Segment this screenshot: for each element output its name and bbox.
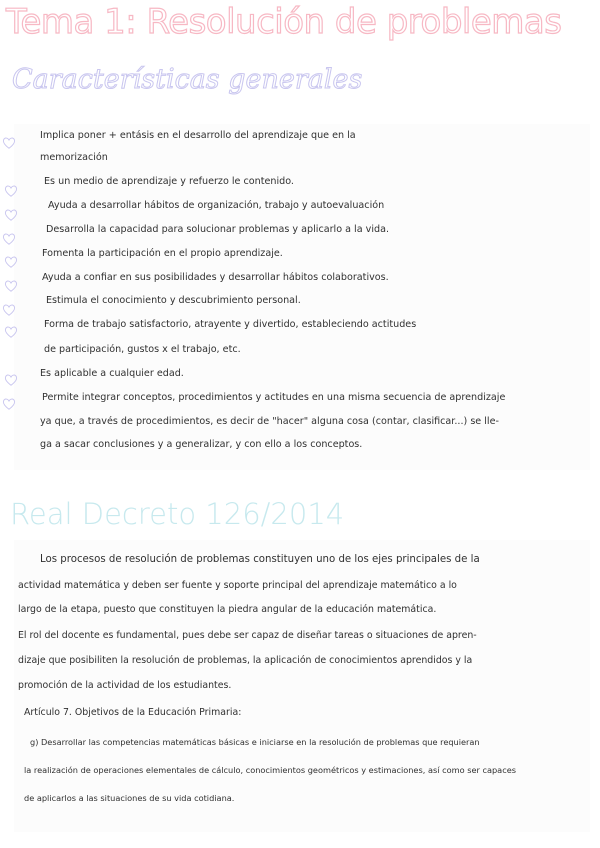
heart-bullet-icon [2, 303, 16, 317]
characteristic-line: Ayuda a confiar en sus posibilidades y desarrollar hábitos colaborativos. [42, 272, 389, 283]
characteristics-box [14, 124, 590, 470]
heart-bullet-icon [4, 255, 18, 269]
decree-line: promoción de la actividad de los estudiantes. [18, 680, 232, 691]
decree-line: de aplicarlos a las situaciones de su vida cotidiana. [24, 793, 235, 803]
decree-line: la realización de operaciones elementales de cálculo, conocimientos geométricos y estimaciones, así como ser capaces [24, 765, 517, 775]
heart-bullet-icon [4, 325, 18, 339]
decree-line: largo de la etapa, puesto que constituyen la piedra angular de la educación matemática. [18, 604, 437, 615]
characteristic-line: Implica poner + entásis en el desarrollo del aprendizaje que en la [40, 130, 356, 141]
decree-line: Artículo 7. Objetivos de la Educación Primaria: [24, 707, 242, 718]
characteristic-line: Es aplicable a cualquier edad. [40, 368, 184, 379]
page-title: Tema 1: Resolución de problemas [6, 2, 562, 42]
characteristic-line: ga a sacar conclusiones y a generalizar, y con ello a los conceptos. [40, 439, 363, 450]
decree-line: actividad matemática y deben ser fuente y soporte principal del aprendizaje matemático a lo [18, 580, 457, 591]
decree-line: g) Desarrollar las competencias matemáticas básicas e iniciarse en la resolución de problemas que requieran [30, 737, 480, 747]
decree-box [14, 540, 590, 832]
decree-line: dizaje que posibiliten la resolución de problemas, la aplicación de conocimientos aprendidos y la [18, 655, 473, 666]
characteristic-line: Estimula el conocimiento y descubrimiento personal. [46, 295, 301, 306]
heart-bullet-icon [4, 373, 18, 387]
characteristic-line: de participación, gustos x el trabajo, etc. [44, 344, 241, 355]
heart-bullet-icon [4, 208, 18, 222]
heart-bullet-icon [2, 232, 16, 246]
characteristic-line: memorización [40, 152, 108, 163]
characteristic-line: Desarrolla la capacidad para solucionar problemas y aplicarlo a la vida. [46, 224, 390, 235]
characteristic-line: Ayuda a desarrollar hábitos de organización, trabajo y autoevaluación [48, 200, 385, 211]
section-subtitle: Características generales [12, 64, 363, 95]
decree-line: El rol del docente es fundamental, pues debe ser capaz de diseñar tareas o situaciones de apren- [18, 630, 477, 641]
characteristic-line: Forma de trabajo satisfactorio, atrayente y divertido, estableciendo actitudes [44, 319, 417, 330]
characteristic-line: Permite integrar conceptos, procedimientos y actitudes en una misma secuencia de aprendizaje [42, 392, 506, 403]
heart-bullet-icon [2, 136, 16, 150]
characteristic-line: Fomenta la participación en el propio aprendizaje. [42, 248, 283, 259]
decree-line: Los procesos de resolución de problemas constituyen uno de los ejes principales de la [40, 554, 480, 565]
decree-title: Real Decreto 126/2014 [10, 497, 345, 531]
heart-bullet-icon [4, 184, 18, 198]
heart-bullet-icon [2, 397, 16, 411]
characteristic-line: ya que, a través de procedimientos, es decir de "hacer" alguna cosa (contar, clasificar...) se lle- [40, 416, 499, 427]
characteristic-line: Es un medio de aprendizaje y refuerzo le contenido. [44, 176, 294, 187]
heart-bullet-icon [4, 279, 18, 293]
